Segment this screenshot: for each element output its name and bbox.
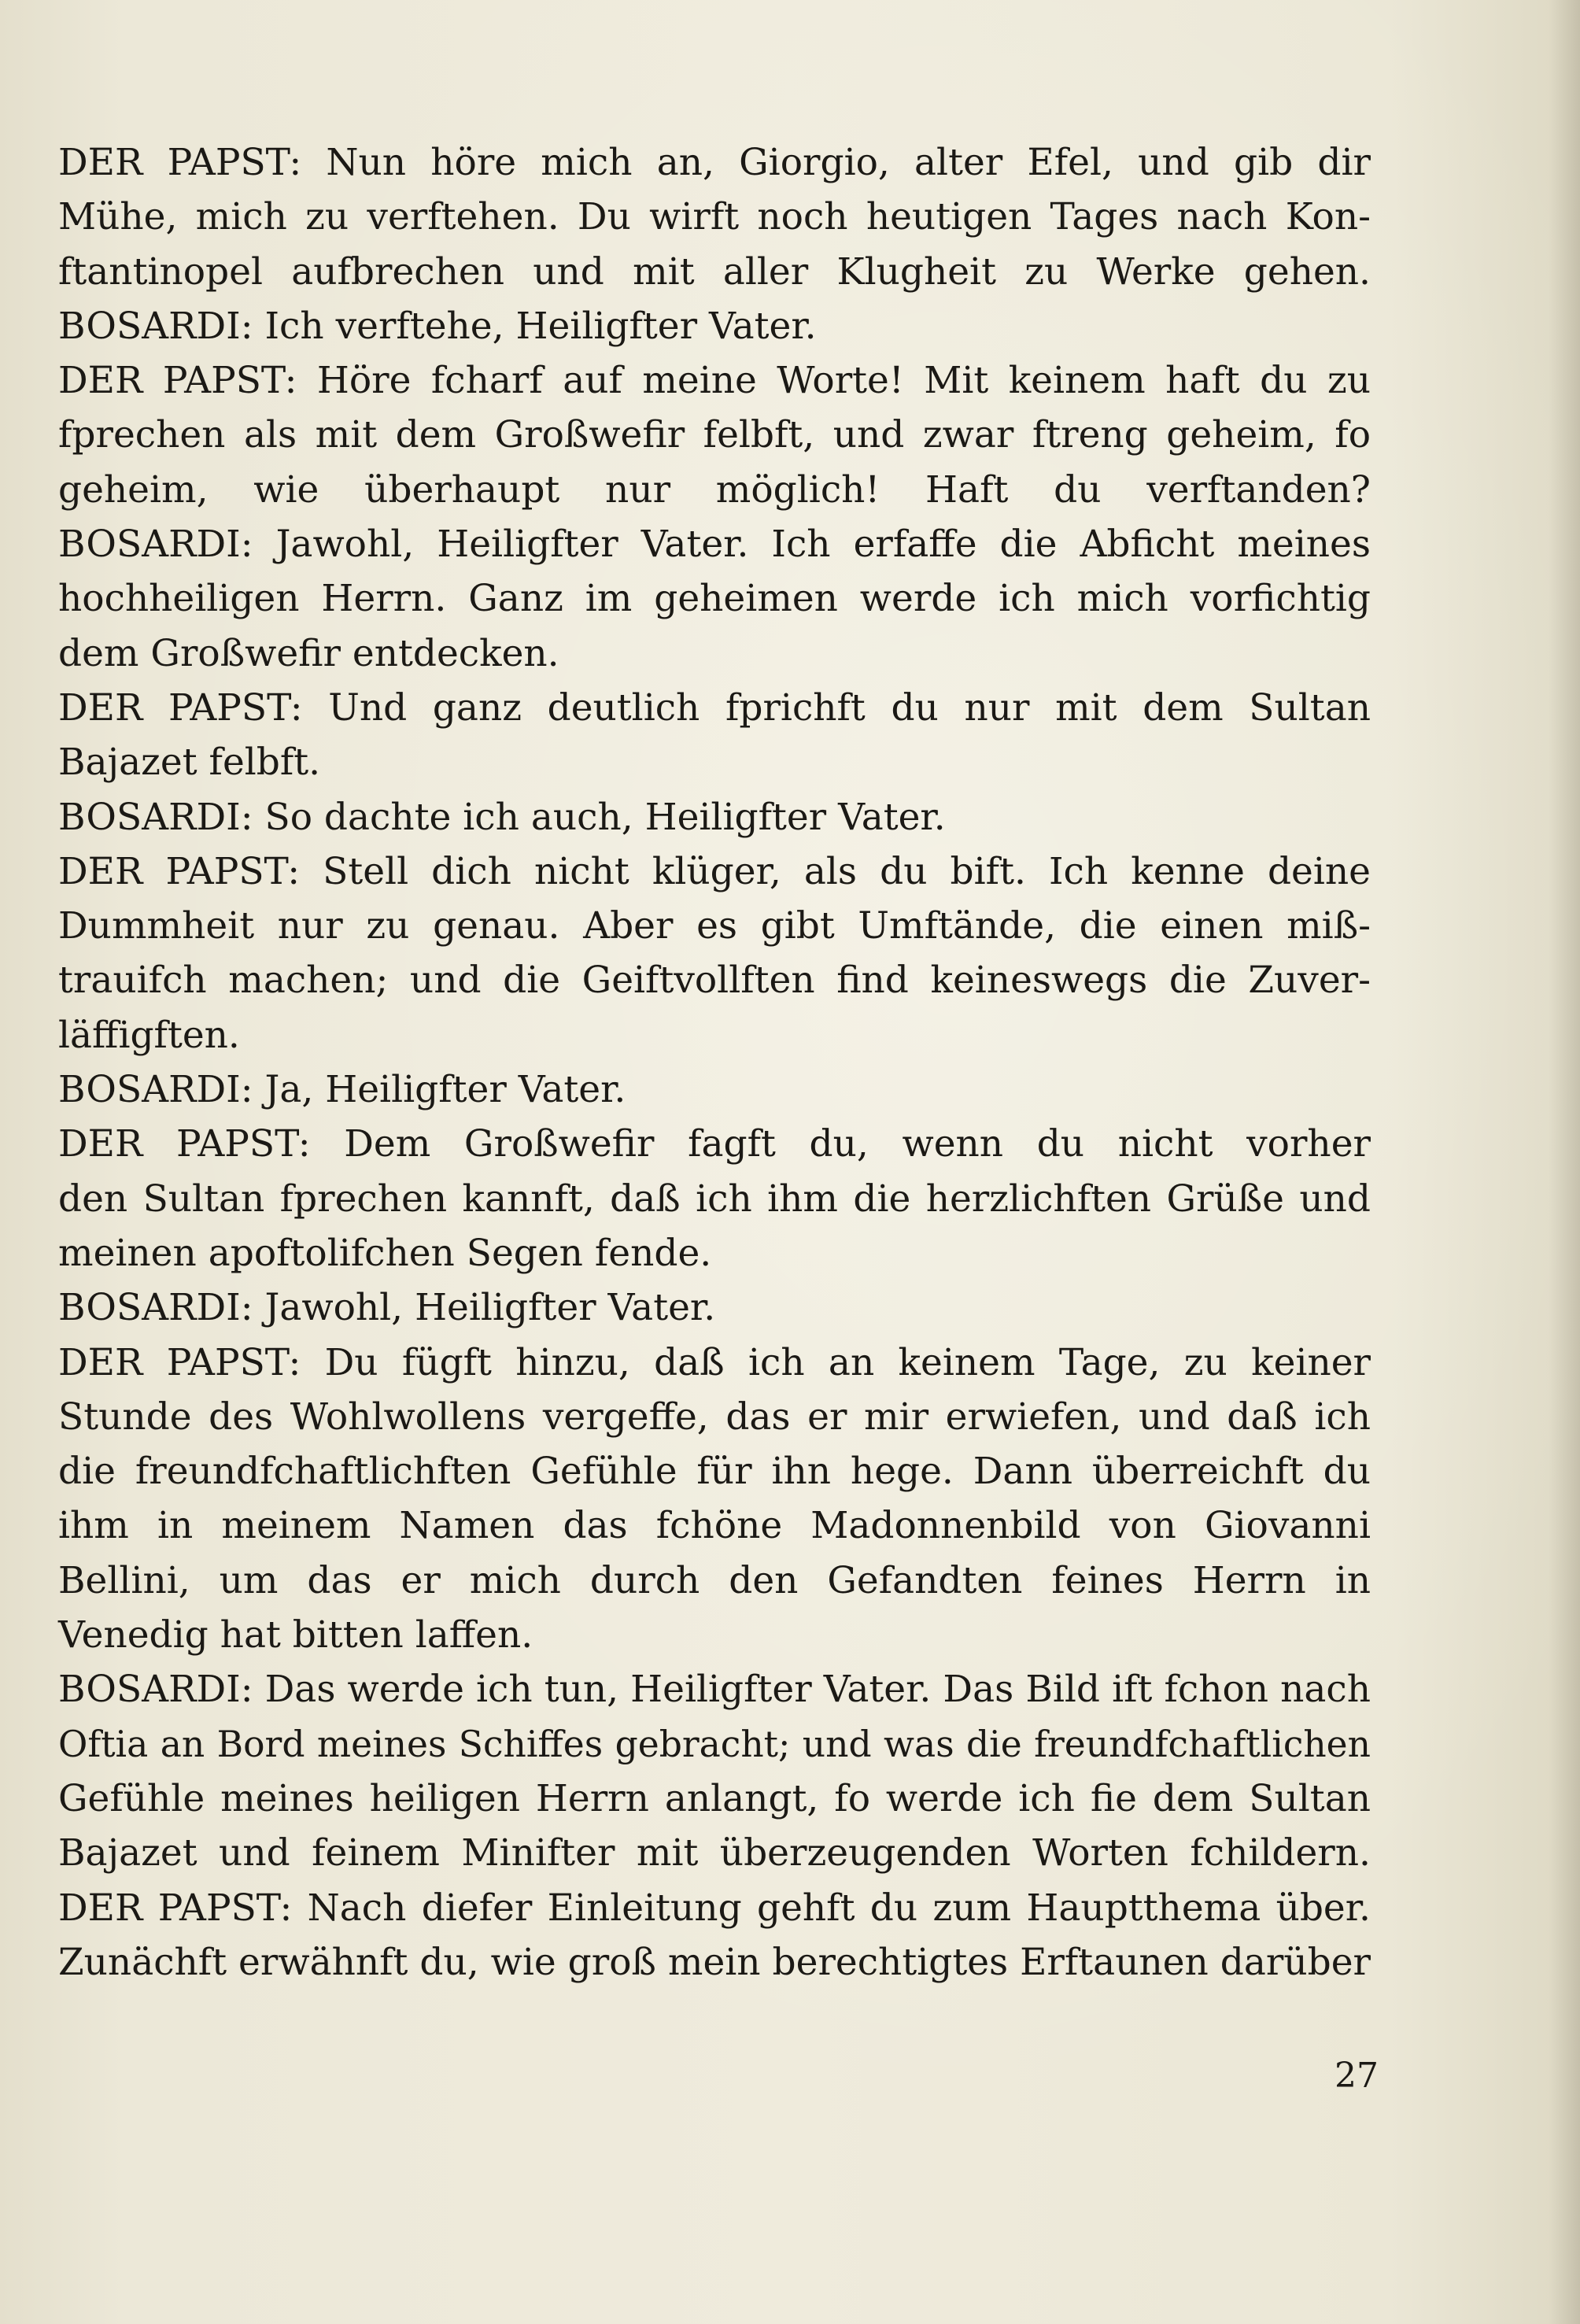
text-line: dem Großwefir entdecken. <box>58 631 559 675</box>
text-line: fprechen als mit dem Großwefir felbft, und zwar ftreng geheim, fo <box>58 413 1371 457</box>
text-line: geheim, wie überhaupt nur möglich! Haft du verftanden? <box>58 467 1371 512</box>
text-line: BOSARDI: Ich verftehe, Heiligfter Vater. <box>58 304 817 348</box>
text-line: BOSARDI: So dachte ich auch, Heiligfter Vater. <box>58 795 946 839</box>
text-line: BOSARDI: Das werde ich tun, Heiligfter Vater. Das Bild ift fchon nach <box>58 1668 1371 1712</box>
text-line: die freundfchaftlichften Gefühle für ihn hege. Dann überreichft du <box>58 1450 1371 1494</box>
text-line: Bajazet und feinem Minifter mit überzeugenden Worten fchildern. <box>58 1831 1371 1875</box>
text-line: Stunde des Wohlwollens vergeffe, das er mir erwiefen, und daß ich <box>58 1395 1371 1439</box>
text-line: BOSARDI: Ja, Heiligfter Vater. <box>58 1068 626 1112</box>
text-line: DER PAPST: Du fügft hinzu, daß ich an keinem Tage, zu keiner <box>58 1340 1371 1384</box>
text-line: Gefühle meines heiligen Herrn anlangt, fo werde ich fie dem Sultan <box>58 1776 1371 1820</box>
text-line: Oftia an Bord meines Schiffes gebracht; und was die freundfchaftlichen <box>58 1723 1371 1765</box>
text-line: DER PAPST: Nach diefer Einleitung gehft du zum Hauptthema über. <box>58 1886 1371 1930</box>
page-edge-shadow <box>1549 0 1580 2324</box>
text-line: läffigften. <box>58 1013 240 1057</box>
text-line: den Sultan fprechen kannft, daß ich ihm die herzlichften Grüße und <box>58 1177 1371 1221</box>
text-line: Dummheit nur zu genau. Aber es gibt Umftände, die einen miß- <box>58 904 1371 948</box>
page-number: 27 <box>1335 2056 1379 2096</box>
text-line: trauifch machen; und die Geiftvollften find keineswegs die Zuver- <box>58 959 1371 1003</box>
text-line: BOSARDI: Jawohl, Heiligfter Vater. <box>58 1286 716 1330</box>
text-line: Mühe, mich zu verftehen. Du wirft noch heutigen Tages nach Kon- <box>58 195 1371 239</box>
text-line: ftantinopel aufbrechen und mit aller Klugheit zu Werke gehen. <box>58 249 1371 294</box>
text-line: ihm in meinem Namen das fchöne Madonnenbild von Giovanni <box>58 1504 1371 1548</box>
text-line: BOSARDI: Jawohl, Heiligfter Vater. Ich erfaffe die Abficht meines <box>58 523 1371 567</box>
text-line: DER PAPST: Höre fcharf auf meine Worte! Mit keinem haft du zu <box>58 359 1371 403</box>
text-line: Bajazet felbft. <box>58 741 321 785</box>
text-line: Venedig hat bitten laffen. <box>58 1613 533 1657</box>
dialogue-text-block <box>58 135 1371 1990</box>
text-line: hochheiligen Herrn. Ganz im geheimen werde ich mich vorfichtig <box>58 577 1371 621</box>
text-line: DER PAPST: Nun höre mich an, Giorgio, alter Efel, und gib dir <box>58 141 1371 184</box>
text-line: Zunächft erwähnft du, wie groß mein berechtigtes Erftaunen darüber <box>58 1940 1371 1984</box>
text-line: DER PAPST: Dem Großwefir fagft du, wenn du nicht vorher <box>58 1122 1371 1166</box>
text-line: meinen apoftolifchen Segen fende. <box>58 1231 712 1275</box>
text-line: DER PAPST: Stell dich nicht klüger, als du bift. Ich kenne deine <box>58 849 1371 893</box>
text-line: Bellini, um das er mich durch den Gefandten feines Herrn in <box>58 1558 1371 1602</box>
text-line: DER PAPST: Und ganz deutlich fprichft du nur mit dem Sultan <box>58 685 1371 730</box>
